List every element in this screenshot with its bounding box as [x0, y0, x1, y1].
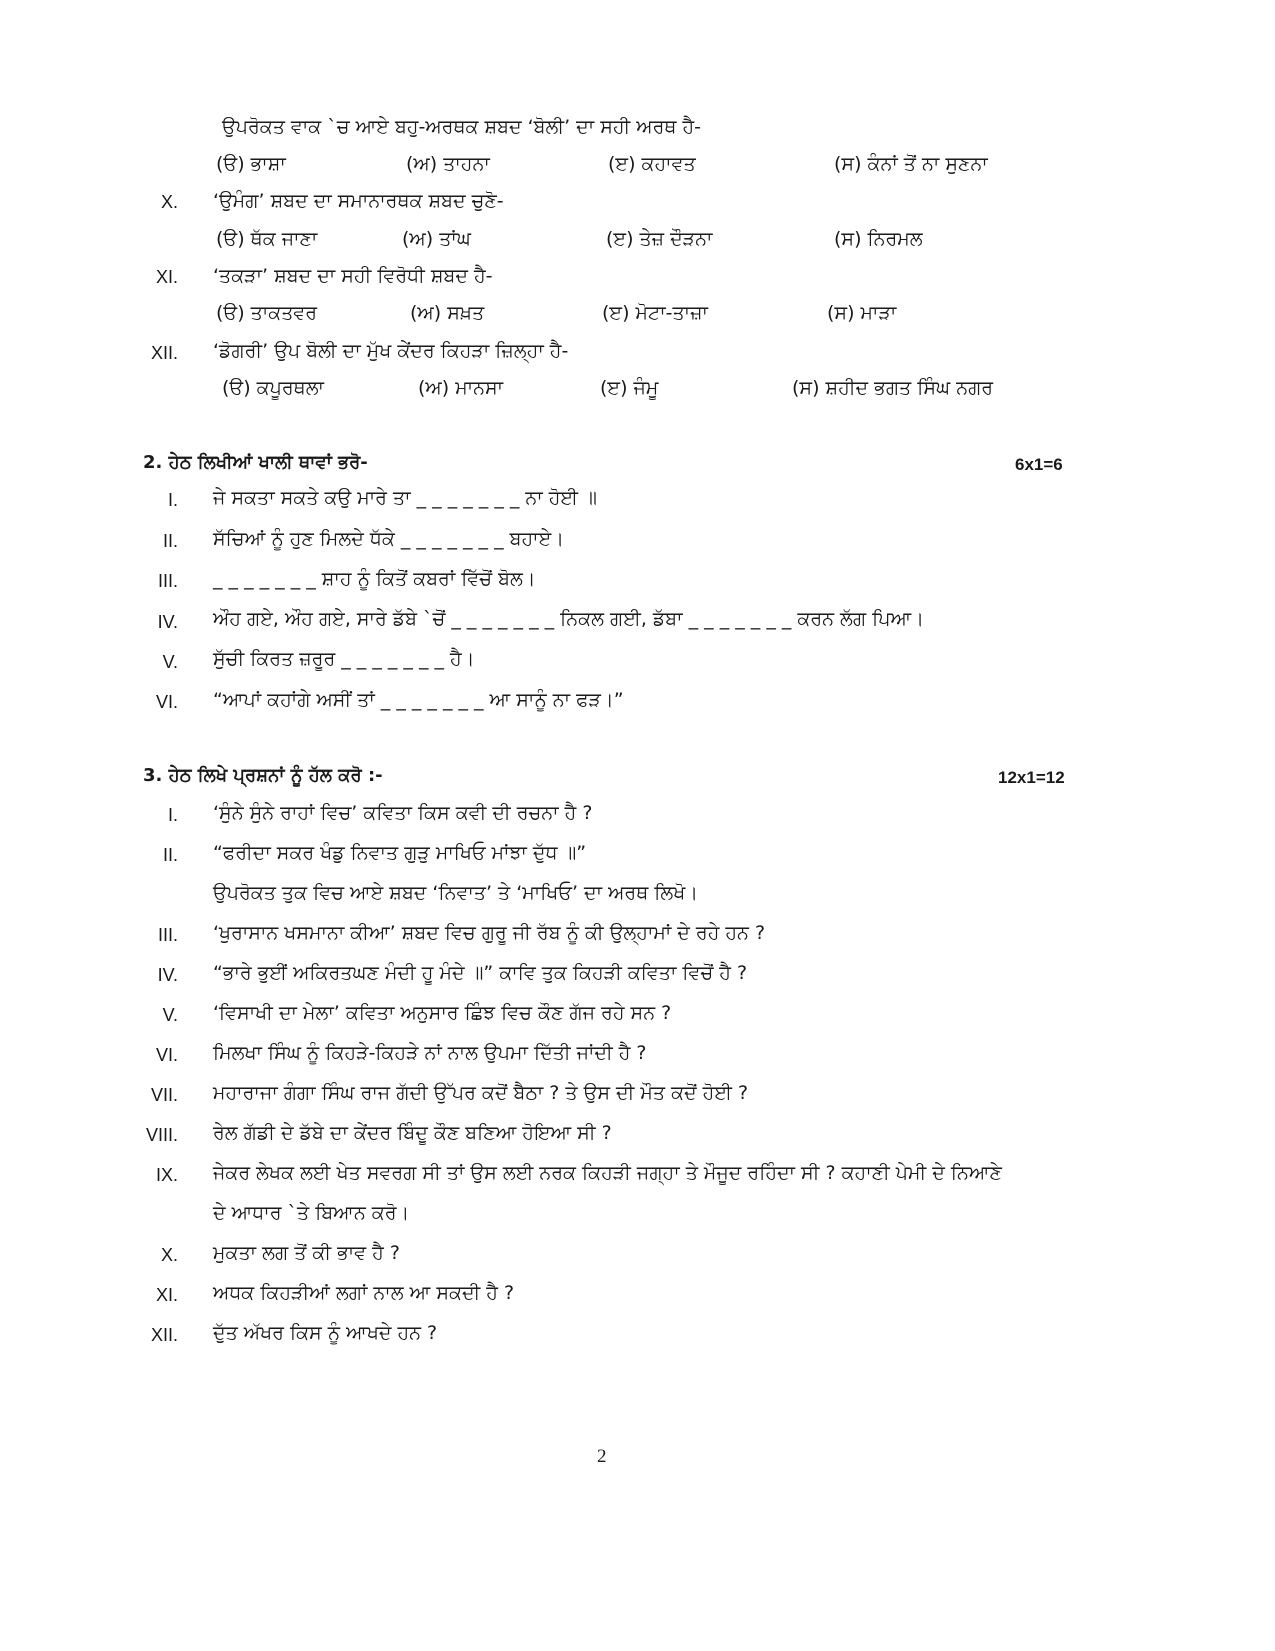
q2-v-number: V. — [162, 652, 178, 672]
q1-xii-question: ‘ਡੋਗਰੀ’ ਉਪ ਬੋਲੀ ਦਾ ਮੁੱਖ ਕੇਂਦਰ ਕਿਹੜਾ ਜ਼ਿਲ੍ਹਾ ਹੈ- — [213, 340, 569, 362]
q3-i-question: ‘ਸੁੰਨੇ ਸੁੰਨੇ ਰਾਹਾਂ ਵਿਚ’ ਕਵਿਤਾ ਕਿਸ ਕਵੀ ਦੀ ਰਚਨਾ ਹੈ ? — [213, 802, 593, 824]
q1-ix-option-b: (ਅ) ਤਾਹਨਾ — [406, 153, 490, 175]
q1-xii-number: XII. — [150, 343, 178, 363]
q2-i-number: I. — [167, 490, 178, 510]
q3-v-question: ‘ਵਿਸਾਖੀ ਦਾ ਮੇਲਾ’ ਕਵਿਤਾ ਅਨੁਸਾਰ ਛਿੰਝ ਵਿਚ ਕੌਣ ਗੱਜ ਰਹੇ ਸਨ ? — [213, 1002, 672, 1024]
q3-iii-question: ‘ਖੁਰਾਸਾਨ ਖਸਮਾਨਾ ਕੀਆ’ ਸ਼ਬਦ ਵਿਚ ਗੁਰੂ ਜੀ ਰੱਬ ਨੂੰ ਕੀ ਉਲ੍ਹਾਮਾਂ ਦੇ ਰਹੇ ਹਨ ? — [213, 922, 766, 944]
q2-iii-question: _ _ _ _ _ _ _ ਸ਼ਾਹ ਨੂੰ ਕਿਤੋਂ ਕਬਰਾਂ ਵਿੱਚੋਂ ਬੋਲ। — [213, 568, 536, 590]
q1-ix-option-d: (ਸ) ਕੰਨਾਂ ਤੋਂ ਨਾ ਸੁਣਨਾ — [834, 153, 988, 175]
q2-ii-number: II. — [162, 531, 178, 551]
q3-ix-number: IX. — [155, 1165, 178, 1185]
q3-iii-number: III. — [157, 925, 178, 945]
q2-iii-number: III. — [157, 571, 178, 591]
q3-iv-question: “ਭਾਰੇ ਭੁਈਂ ਅਕਿਰਤਘਣ ਮੰਦੀ ਹੂ ਮੰਦੇ ॥” ਕਾਵਿ ਤੁਕ ਕਿਹੜੀ ਕਵਿਤਾ ਵਿਚੋਂ ਹੈ ? — [213, 962, 748, 984]
q2-heading: 2. ਹੇਠ ਲਿਖੀਆਂ ਖਾਲੀ ਥਾਵਾਂ ਭਰੋ- — [143, 452, 368, 473]
q3-viii-question: ਰੇਲ ਗੱਡੀ ਦੇ ਡੱਬੇ ਦਾ ਕੇਂਦਰ ਬਿੰਦੂ ਕੌਣ ਬਣਿਆ ਹੋਇਆ ਸੀ ? — [213, 1122, 612, 1144]
q3-ii-question: “ਫਰੀਦਾ ਸਕਰ ਖੰਡੁ ਨਿਵਾਤ ਗੁੜੁ ਮਾਖਿਓ ਮਾਂਝਾ ਦੁੱਧ ॥” — [213, 842, 587, 864]
q3-x-question: ਮੁਕਤਾ ਲਗ ਤੋਂ ਕੀ ਭਾਵ ਹੈ ? — [213, 1242, 400, 1264]
q3-ii-question-line2: ਉਪਰੋਕਤ ਤੁਕ ਵਿਚ ਆਏ ਸ਼ਬਦ ‘ਨਿਵਾਤ’ ਤੇ ‘ਮਾਖਿਓ’ ਦਾ ਅਰਥ ਲਿਖੋ। — [213, 882, 699, 904]
q1-ix-stem: ਉਪਰੋਕਤ ਵਾਕ `ਚ ਆਏ ਬਹੁ-ਅਰਥਕ ਸ਼ਬਦ ‘ਬੋਲੀ’ ਦਾ ਸਹੀ ਅਰਥ ਹੈ- — [222, 116, 702, 138]
q1-xii-option-b: (ਅ) ਮਾਨਸਾ — [418, 377, 504, 399]
q1-x-number: X. — [160, 192, 178, 212]
q2-v-question: ਸੁੱਚੀ ਕਿਰਤ ਜ਼ਰੂਰ _ _ _ _ _ _ _ ਹੈ। — [213, 648, 475, 670]
q1-xi-option-a: (ੳ) ਤਾਕਤਵਰ — [216, 302, 318, 324]
q1-ix-option-c: (ੲ) ਕਹਾਵਤ — [608, 153, 696, 175]
q3-iv-number: IV. — [157, 965, 178, 985]
q1-xii-option-d: (ਸ) ਸ਼ਹੀਦ ਭਗਤ ਸਿੰਘ ਨਗਰ — [792, 377, 994, 399]
q3-vi-number: VI. — [155, 1045, 178, 1065]
q3-heading: 3. ਹੇਠ ਲਿਖੇ ਪ੍ਰਸ਼ਨਾਂ ਨੂੰ ਹੱਲ ਕਰੋ :- — [143, 765, 383, 786]
q3-viii-number: VIII. — [145, 1125, 178, 1145]
q3-ix-question: ਜੇਕਰ ਲੇਖਕ ਲਈ ਖੇਤ ਸਵਰਗ ਸੀ ਤਾਂ ਉਸ ਲਈ ਨਰਕ ਕਿਹੜੀ ਜਗ੍ਹਾ ਤੇ ਮੌਜੂਦ ਰਹਿੰਦਾ ਸੀ ? ਕਹਾਣੀ ਪੇਮੀ ਦੇ ਨਿਆਣੇ — [213, 1162, 1002, 1184]
q1-x-question: ‘ਉਮੰਗ’ ਸ਼ਬਦ ਦਾ ਸਮਾਨਾਰਥਕ ਸ਼ਬਦ ਚੁਣੋ- — [213, 190, 504, 212]
q1-x-option-d: (ਸ) ਨਿਰਮਲ — [834, 228, 923, 250]
q3-vii-number: VII. — [150, 1085, 178, 1105]
q2-vi-question: “ਆਪਾਂ ਕਹਾਂਗੇ ਅਸੀਂ ਤਾਂ _ _ _ _ _ _ _ ਆ ਸਾਨੂੰ ਨਾ ਫੜ।” — [213, 689, 624, 711]
q1-x-option-a: (ੳ) ਥੱਕ ਜਾਣਾ — [216, 228, 318, 250]
page-number: 2 — [597, 1446, 607, 1467]
q3-xi-number: XI. — [155, 1285, 178, 1305]
q3-xii-number: XII. — [150, 1325, 178, 1345]
q3-ix-question-line2: ਦੇ ਆਧਾਰ `ਤੇ ਬਿਆਨ ਕਰੋ। — [213, 1202, 410, 1224]
q3-i-number: I. — [167, 805, 178, 825]
q1-xi-question: ‘ਤਕੜਾ’ ਸ਼ਬਦ ਦਾ ਸਹੀ ਵਿਰੋਧੀ ਸ਼ਬਦ ਹੈ- — [213, 265, 493, 287]
q2-i-question: ਜੇ ਸਕਤਾ ਸਕਤੇ ਕਉ ਮਾਰੇ ਤਾ _ _ _ _ _ _ _ ਨਾ ਹੋਈ ॥ — [213, 487, 597, 509]
q2-ii-question: ਸੱਚਿਆਂ ਨੂੰ ਹੁਣ ਮਿਲਦੇ ਧੱਕੇ _ _ _ _ _ _ _ ਬਹਾਏ। — [213, 528, 565, 550]
q2-iv-question: ਔਹ ਗਏ, ਔਹ ਗਏ, ਸਾਰੇ ਡੱਬੇ `ਚੋਂ _ _ _ _ _ _ _ ਨਿਕਲ ਗਈ, ਡੱਬਾ _ _ _ _ _ _ _ ਕਰਨ ਲੱਗ ਪਿਆ। — [213, 608, 925, 630]
q2-marks: 6x1=6 — [1015, 455, 1063, 474]
q3-xii-question: ਦੁੱਤ ਅੱਖਰ ਕਿਸ ਨੂੰ ਆਖਦੇ ਹਨ ? — [213, 1322, 438, 1344]
q1-xi-number: XI. — [155, 267, 178, 287]
q1-ix-option-a: (ੳ) ਭਾਸ਼ਾ — [216, 153, 286, 175]
q1-x-option-b: (ਅ) ਤਾਂਘ — [402, 228, 471, 250]
q3-vii-question: ਮਹਾਰਾਜਾ ਗੰਗਾ ਸਿੰਘ ਰਾਜ ਗੱਦੀ ਉੱਪਰ ਕਦੋਂ ਬੈਠਾ ? ਤੇ ਉਸ ਦੀ ਮੌਤ ਕਦੋਂ ਹੋਈ ? — [213, 1082, 749, 1104]
q1-xii-option-a: (ੳ) ਕਪੂਰਥਲਾ — [222, 377, 324, 399]
q1-xii-option-c: (ੲ) ਜੰਮੂ — [600, 377, 659, 399]
q1-xi-option-b: (ਅ) ਸਖ਼ਤ — [410, 302, 485, 324]
q1-x-option-c: (ੲ) ਤੇਜ਼ ਦੌੜਨਾ — [606, 228, 713, 250]
q3-vi-question: ਮਿਲਖਾ ਸਿੰਘ ਨੂੰ ਕਿਹੜੇ-ਕਿਹੜੇ ਨਾਂ ਨਾਲ ਉਪਮਾ ਦਿੱਤੀ ਜਾਂਦੀ ਹੈ ? — [213, 1042, 647, 1064]
q3-x-number: X. — [160, 1245, 178, 1265]
q2-vi-number: VI. — [155, 692, 178, 712]
q2-iv-number: IV. — [157, 612, 178, 632]
q3-ii-number: II. — [162, 845, 178, 865]
q1-xi-option-d: (ਸ) ਮਾੜਾ — [827, 302, 897, 324]
q1-xi-option-c: (ੲ) ਮੋਟਾ-ਤਾਜ਼ਾ — [602, 302, 708, 324]
q3-xi-question: ਅਧਕ ਕਿਹੜੀਆਂ ਲਗਾਂ ਨਾਲ ਆ ਸਕਦੀ ਹੈ ? — [213, 1282, 515, 1304]
q3-v-number: V. — [162, 1005, 178, 1025]
q3-marks: 12x1=12 — [998, 768, 1065, 787]
